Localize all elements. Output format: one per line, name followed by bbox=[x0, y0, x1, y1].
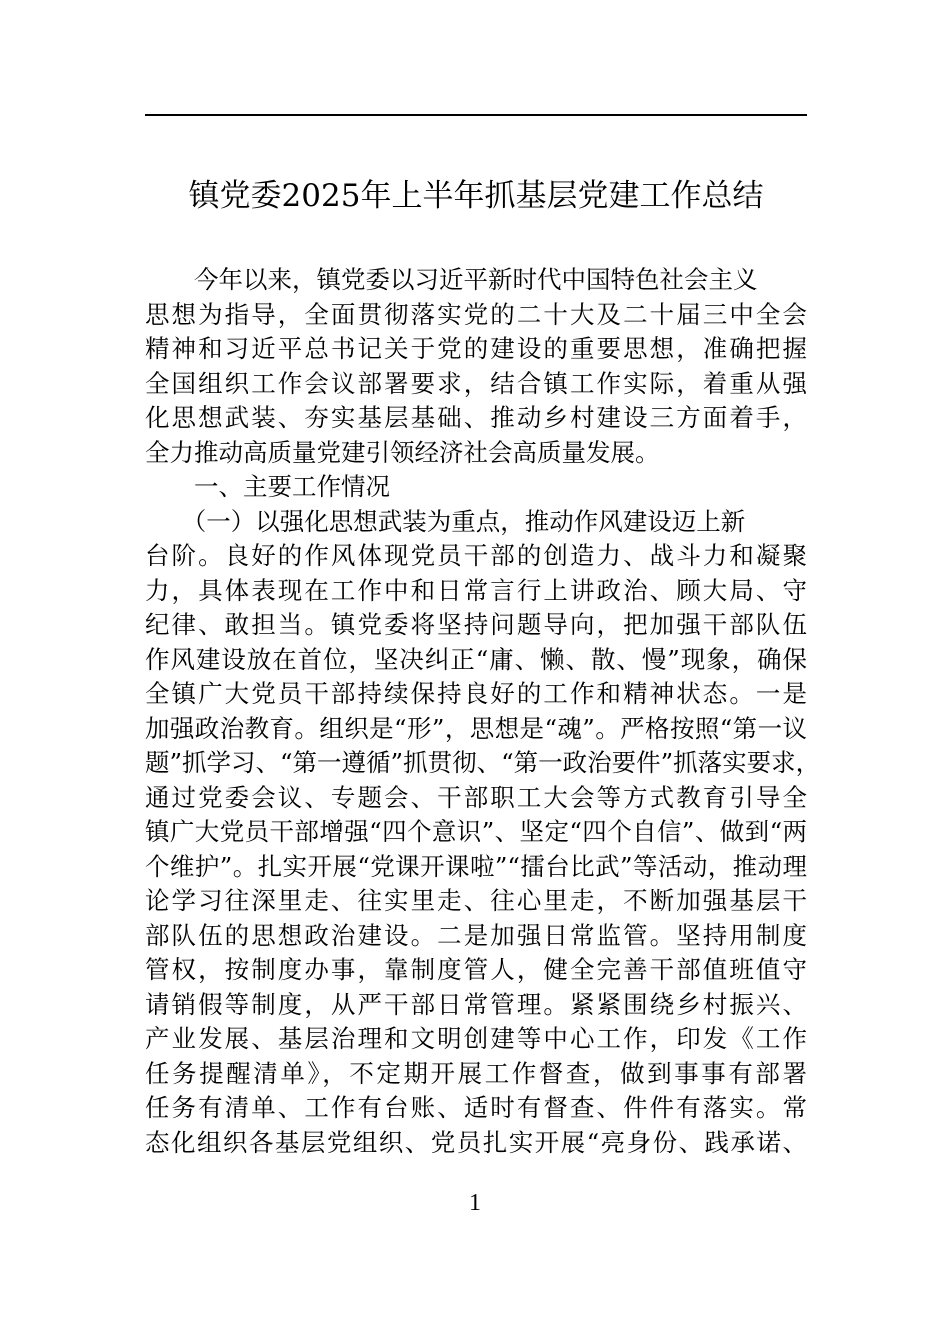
text-line: 通过党委会议、专题会、干部职工大会等方式教育引导全 bbox=[145, 782, 807, 812]
header-rule bbox=[145, 114, 807, 116]
text-line: 管权，按制度办事，靠制度管人，健全完善干部值班值守 bbox=[145, 955, 807, 984]
text-line: 个维护”。扎实开展“党课开课啦”“擂台比武”等活动，推动理 bbox=[145, 851, 807, 881]
text-line: 化思想武装、夯实基层基础、推动乡村建设三方面着手， bbox=[145, 403, 807, 432]
text-line: 任务有清单、工作有台账、适时有督查、件件有落实。常 bbox=[145, 1093, 807, 1122]
text-line: 全国组织工作会议部署要求，结合镇工作实际，着重从强 bbox=[145, 368, 807, 398]
text-line: 论学习往深里走、往实里走、往心里走，不断加强基层干 bbox=[145, 886, 807, 915]
text-line: 纪律、敢担当。镇党委将坚持问题导向，把加强干部队伍 bbox=[145, 610, 807, 639]
text-line: 任务提醒清单》，不定期开展工作督查，做到事事有部署 bbox=[145, 1058, 807, 1088]
text-line: 产业发展、基层治理和文明创建等中心工作，印发《工作 bbox=[145, 1024, 807, 1053]
text-line: 请销假等制度，从严干部日常管理。紧紧围绕乡村振兴、 bbox=[145, 989, 807, 1019]
text-line: 作风建设放在首位，坚决纠正“庸、懒、散、慢”现象，确保 bbox=[145, 644, 807, 674]
text-line: 思想为指导，全面贯彻落实党的二十大及二十届三中全会 bbox=[145, 299, 807, 329]
document-body bbox=[145, 263, 821, 1160]
text-line: 全力推动高质量党建引领经济社会高质量发展。 bbox=[145, 437, 660, 467]
text-line: 力，具体表现在工作中和日常言行上讲政治、顾大局、守 bbox=[145, 575, 807, 605]
text-line: 态化组织各基层党组织、党员扎实开展“亮身份、践承诺、 bbox=[145, 1127, 807, 1157]
text-line: 加强政治教育。组织是“形”，思想是“魂”。严格按照“第一议 bbox=[145, 713, 807, 743]
text-line: 精神和习近平总书记关于党的建设的重要思想，准确把握 bbox=[145, 334, 807, 363]
text-line: 题”抓学习、“第一遵循”抓贯彻、“第一政治要件”抓落实要求， bbox=[145, 748, 821, 777]
text-line: 台阶。良好的作风体现党员干部的创造力、战斗力和凝聚 bbox=[145, 541, 807, 570]
section-heading: 一、主要工作情况 bbox=[145, 472, 390, 501]
text-line: 今年以来，镇党委以习近平新时代中国特色社会主义 bbox=[145, 265, 758, 294]
text-line: 部队伍的思想政治建设。二是加强日常监管。坚持用制度 bbox=[145, 920, 807, 950]
document-title: 镇党委2025年上半年抓基层党建工作总结 bbox=[188, 178, 764, 214]
text-line: 全镇广大党员干部持续保持良好的工作和精神状态。一是 bbox=[145, 679, 807, 708]
text-line: 镇广大党员干部增强“四个意识”、坚定“四个自信”、做到“两 bbox=[145, 817, 807, 846]
text-line: （一）以强化思想武装为重点，推动作风建设迈上新 bbox=[145, 506, 746, 536]
page-number: 1 bbox=[469, 1190, 481, 1216]
